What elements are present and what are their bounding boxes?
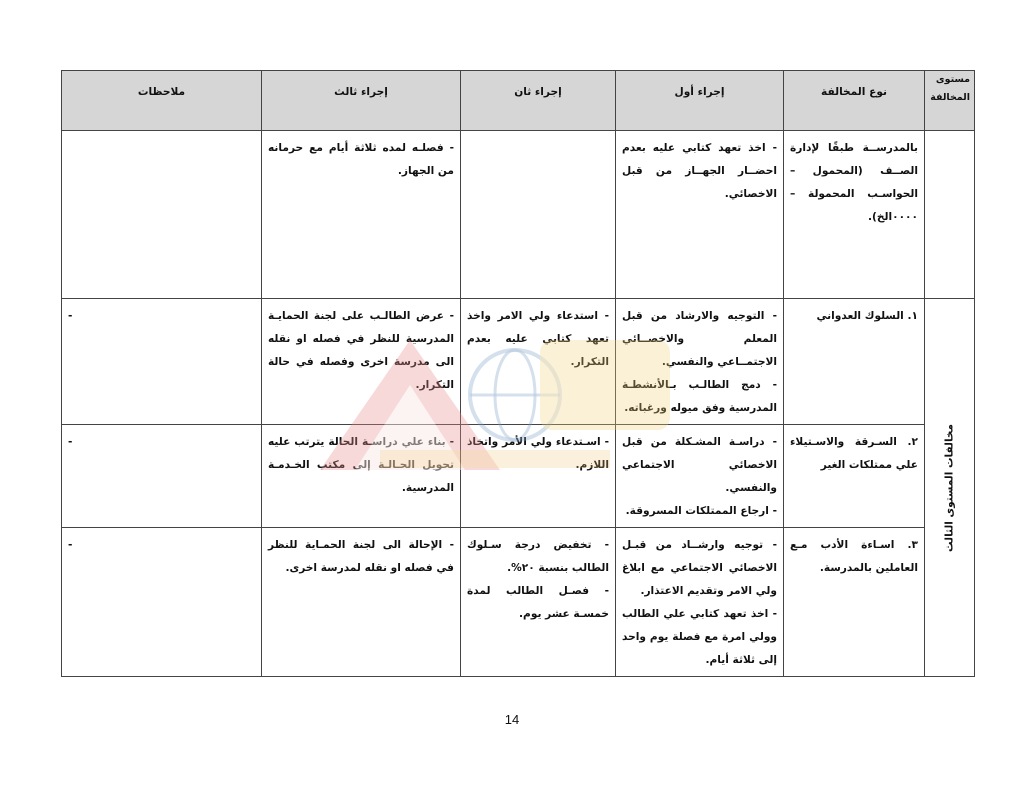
action-item: - ارجاع الممتلكات المسروقة. (625, 505, 777, 517)
action-item: - اسـتدعاء ولي الأمر واتخاذ اللازم. (467, 436, 609, 471)
header-type: نوع المخالفة (784, 71, 925, 131)
header-second-action: إجراء ثان (461, 71, 616, 131)
action-item: - الإحالة الى لجنة الحمـاية للنظر في فصله او نقله لمدرسة اخرى. (268, 539, 454, 574)
notes-cell: - (62, 299, 262, 425)
action-item: - بناء علي دراسـة الحالة يترتب عليه تحويل الحـالـة إلى مكتب الخـدمـة المدرسية. (268, 436, 454, 494)
third-action-cell (262, 299, 461, 425)
violation-type: بالمدرســة طبقًا لإدارة الصــف (المحمول – الحواسـب المحمولة – ۰۰۰۰الخ). (784, 131, 925, 299)
action-item: - دمج الطالـب بـالأنشطـة المدرسية وفق ميوله ورغباته. (622, 379, 777, 414)
third-action-cell (262, 528, 461, 677)
notes-cell (62, 131, 262, 299)
second-action-cell (461, 425, 616, 528)
table-row (62, 299, 975, 425)
action-item: - اخذ تعهد كتابي علي الطالب وولي امرة مع فصلة يوم واحد إلى ثلاثة أيام. (622, 608, 777, 666)
third-action-cell (262, 425, 461, 528)
table-row (62, 528, 975, 677)
notes-cell: - (62, 425, 262, 528)
action-item: - فصـل الطالب لمدة خمسـة عشر يوم. (467, 585, 609, 620)
level-cell-empty (925, 131, 975, 299)
action-item: - اخذ تعهد كتابي عليه بعدم احضــار الجهــاز من قبل الاخصائي. (622, 142, 777, 200)
violation-type: ٢. السـرقة والاسـتيلاء علي ممتلكات الغير (784, 425, 925, 528)
table-row (62, 131, 975, 299)
first-action-cell (616, 528, 784, 677)
violations-table (61, 70, 975, 677)
second-action-cell (461, 299, 616, 425)
third-action-cell (262, 131, 461, 299)
action-item: - استدعاء ولي الامر واخذ تعهد كتابي عليه بعدم التكرار. (467, 310, 609, 368)
violation-type: ٣. اسـاءة الأدب مـع العاملين بالمدرسة. (784, 528, 925, 677)
first-action-cell (616, 425, 784, 528)
header-third-action: إجراء ثالث (262, 71, 461, 131)
action-item: - دراسـة المشـكلة من قبل الاخصائي الاجتماعي والنفسي. (622, 436, 777, 494)
action-item: - توجيه وارشــاد من قبـل الاخصائي الاجتماعي مع ابلاغ ولي الامر وتقديم الاعتذار. (622, 539, 777, 597)
first-action-cell (616, 131, 784, 299)
second-action-cell (461, 528, 616, 677)
page-number: 14 (504, 712, 520, 727)
action-item: - تخفيض درجة سـلوك الطالب بنسبة ٢٠%. (467, 539, 609, 574)
table-header-row (62, 71, 975, 131)
action-item: - فصلـه لمده ثلاثة أيام مع حرمانه من الجهاز. (268, 142, 454, 177)
table-row (62, 425, 975, 528)
action-item: - عرض الطالـب على لجنة الحمايـة المدرسية للنظر في فصله او نقله الى مدرسة اخرى وفصله في حالة التكرار. (268, 310, 454, 391)
action-item: - التوجيه والارشاد من قبل المعلم والاخصــائي الاجتمــاعي والنفسي. (622, 310, 777, 368)
notes-cell: - (62, 528, 262, 677)
header-level: مستوى المخالفة (925, 71, 975, 131)
level-label: مخالفات المستوى الثالث (943, 423, 955, 552)
header-first-action: إجراء أول (616, 71, 784, 131)
level-cell (925, 299, 975, 677)
second-action-cell (461, 131, 616, 299)
first-action-cell (616, 299, 784, 425)
header-notes: ملاحظات (62, 71, 262, 131)
violation-type: ١. السلوك العدواني (784, 299, 925, 425)
